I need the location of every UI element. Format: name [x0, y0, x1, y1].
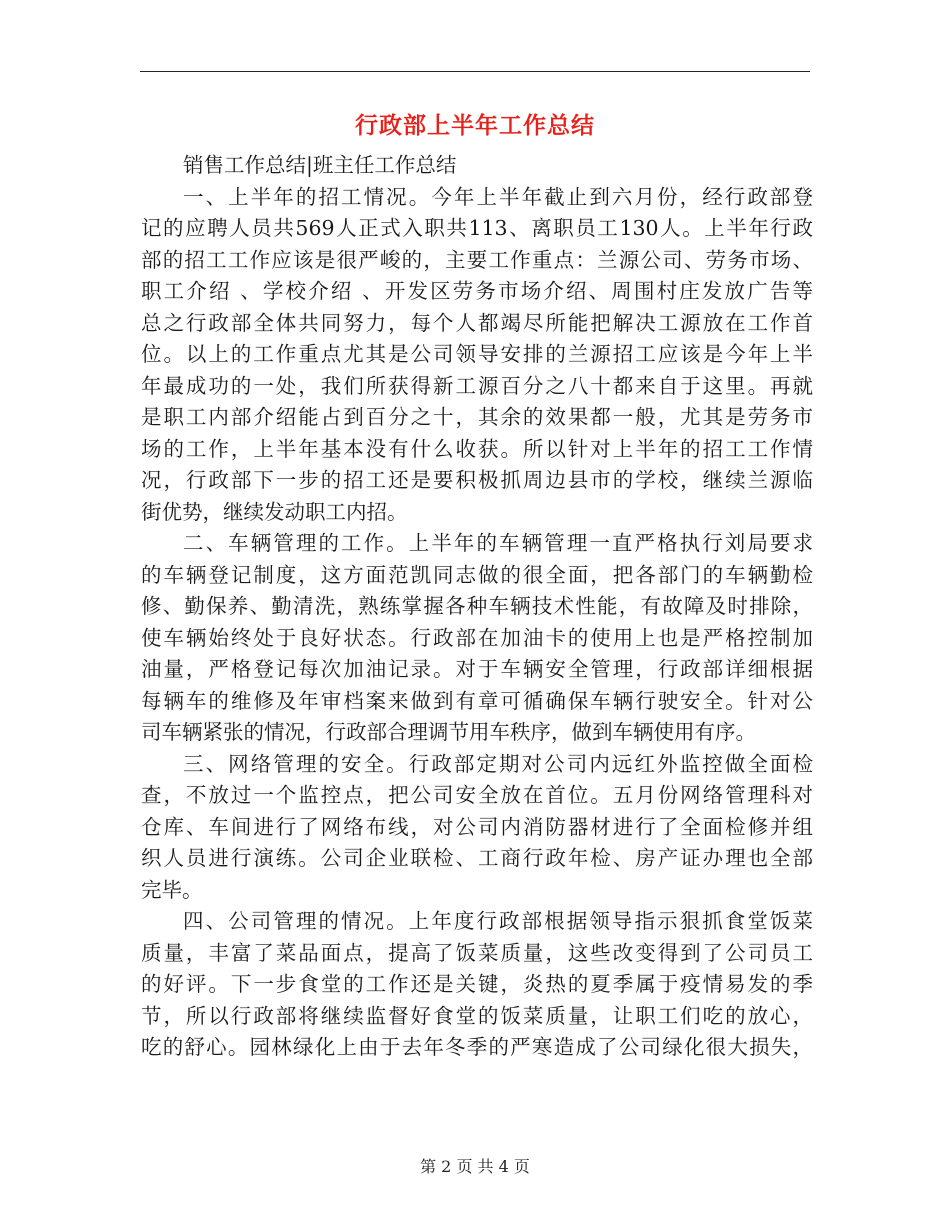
text-line: 查，不放过一个监控点，把公司安全放在首位。五月份网络管理科对	[141, 783, 813, 807]
text-line: 完毕。	[141, 877, 203, 902]
text-line: 的车辆登记制度，这方面范凯同志做的很全面，把各部门的车辆勤检	[141, 562, 813, 587]
text-line: 三、网络管理的安全。行政部定期对公司内远红外监控做全面检	[183, 751, 813, 776]
text-line: 况，行政部下一步的招工还是要积极抓周边县市的学校，继续兰源临	[141, 468, 813, 492]
text-line: 记的应聘人员共569人正式入职共113、离职员工130人。上半年行政	[141, 216, 813, 240]
text-line: 的好评。下一步食堂的工作还是关键，炎热的夏季属于疫情易发的季	[141, 972, 813, 996]
text-line: 织人员进行演练。公司企业联检、工商行政年检、房产证办理也全部	[141, 846, 813, 870]
text-line: 仓库、车间进行了网络布线，对公司内消防器材进行了全面检修并组	[141, 814, 813, 839]
text-line: 四、公司管理的情况。上年度行政部根据领导指示狠抓食堂饭菜	[183, 909, 813, 933]
text-line: 每辆车的维修及年审档案来做到有章可循确保车辆行驶安全。针对公	[141, 688, 813, 713]
text-line: 是职工内部介绍能占到百分之十，其余的效果都一般，尤其是劳务市	[141, 405, 813, 429]
text-line: 油量，严格登记每次加油记录。对于车辆安全管理，行政部详细根据	[141, 657, 813, 681]
page-number: 第 2 页 共 4 页	[420, 1157, 530, 1176]
text-line: 场的工作，上半年基本没有什么收获。所以针对上半年的招工工作情	[141, 436, 813, 461]
text-line: 质量，丰富了菜品面点，提高了饭菜质量，这些改变得到了公司员工	[141, 940, 813, 965]
text-line: 销售工作总结|班主任工作总结	[183, 153, 457, 177]
text-line: 修、勤保养、勤清洗，熟练掌握各种车辆技术性能，有故障及时排除，	[141, 594, 813, 618]
text-line: 节，所以行政部将继续监督好食堂的饭菜质量，让职工们吃的放心，	[141, 1003, 813, 1028]
text-line: 司车辆紧张的情况，行政部合理调节用车秩序，做到车辆使用有序。	[141, 720, 756, 744]
text-line: 位。以上的工作重点尤其是公司领导安排的兰源招工应该是今年上半	[141, 342, 813, 366]
text-line: 一、上半年的招工情况。今年上半年截止到六月份，经行政部登	[183, 184, 813, 209]
text-line: 职工介绍 、学校介绍 、开发区劳务市场介绍、周围村庄发放广告等	[141, 279, 813, 303]
text-line: 总之行政部全体共同努力，每个人都竭尽所能把解决工源放在工作首	[141, 310, 813, 335]
text-line: 街优势，继续发动职工内招。	[141, 499, 408, 524]
text-line: 吃的舒心。园林绿化上由于去年冬季的严寒造成了公司绿化很大损失，	[141, 1035, 813, 1059]
document-title: 行政部上半年工作总结	[355, 113, 595, 139]
text-line: 二、车辆管理的工作。上半年的车辆管理一直严格执行刘局要求	[183, 531, 813, 555]
text-line: 部的招工工作应该是很严峻的，主要工作重点：兰源公司、劳务市场、	[141, 247, 813, 272]
text-line: 使车辆始终处于良好状态。行政部在加油卡的使用上也是严格控制加	[141, 625, 813, 650]
text-line: 年最成功的一处，我们所获得新工源百分之八十都来自于这里。再就	[141, 373, 813, 398]
document-body	[141, 150, 813, 1064]
header-rule	[140, 71, 810, 72]
